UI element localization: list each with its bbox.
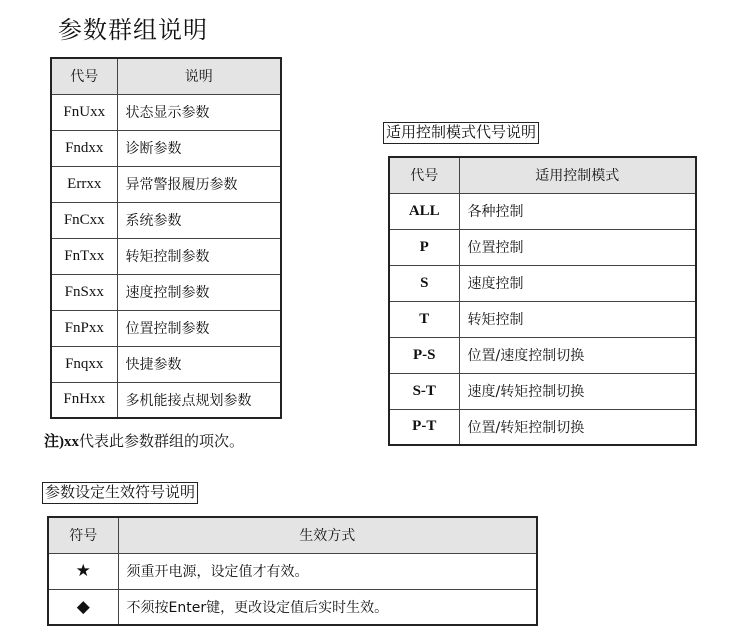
mode-code: S xyxy=(389,265,459,301)
mode-code: P-T xyxy=(389,409,459,445)
table-row xyxy=(51,94,281,130)
table-row xyxy=(389,229,696,265)
group-desc: 快捷参数 xyxy=(117,346,281,382)
table-row xyxy=(51,346,281,382)
table-row xyxy=(48,589,537,625)
table-row xyxy=(389,301,696,337)
group-table-header-code: 代号 xyxy=(51,58,117,94)
group-code: Fndxx xyxy=(51,130,117,166)
table-row xyxy=(51,310,281,346)
mode-code: P-S xyxy=(389,337,459,373)
table-row xyxy=(51,202,281,238)
table-row xyxy=(51,382,281,418)
effect-table-header-symbol: 符号 xyxy=(48,517,118,553)
table-row xyxy=(389,373,696,409)
group-desc: 位置控制参数 xyxy=(117,310,281,346)
footnote-prefix: 注)xx xyxy=(44,434,79,450)
effect-table-header-method: 生效方式 xyxy=(118,517,537,553)
page-title: 参数群组说明 xyxy=(58,16,208,44)
mode-section-label: 适用控制模式代号说明 xyxy=(383,122,539,144)
group-desc: 诊断参数 xyxy=(117,130,281,166)
effect-section-label: 参数设定生效符号说明 xyxy=(42,482,198,504)
mode-desc: 速度控制 xyxy=(459,265,696,301)
group-code: FnPxx xyxy=(51,310,117,346)
mode-desc: 位置控制 xyxy=(459,229,696,265)
table-row xyxy=(389,337,696,373)
group-code: FnUxx xyxy=(51,94,117,130)
table-row xyxy=(51,238,281,274)
diamond-icon: ◆ xyxy=(48,589,118,625)
group-desc: 状态显示参数 xyxy=(117,94,281,130)
group-code: FnHxx xyxy=(51,382,117,418)
group-desc: 系统参数 xyxy=(117,202,281,238)
mode-table-header-mode: 适用控制模式 xyxy=(459,157,696,193)
group-code: FnCxx xyxy=(51,202,117,238)
mode-table-header-code: 代号 xyxy=(389,157,459,193)
mode-code: S-T xyxy=(389,373,459,409)
table-row xyxy=(51,130,281,166)
group-table-header-desc: 说明 xyxy=(117,58,281,94)
table-row xyxy=(389,409,696,445)
group-desc: 异常警报履历参数 xyxy=(117,166,281,202)
footnote xyxy=(44,430,244,451)
parameter-group-table xyxy=(50,57,282,419)
effect-symbol-table xyxy=(47,516,538,626)
group-desc: 速度控制参数 xyxy=(117,274,281,310)
group-code: Fnqxx xyxy=(51,346,117,382)
group-code: FnTxx xyxy=(51,238,117,274)
mode-code: T xyxy=(389,301,459,337)
effect-desc: 不须按Enter键，更改设定值后实时生效。 xyxy=(118,589,537,625)
table-row xyxy=(48,553,537,589)
mode-code: ALL xyxy=(389,193,459,229)
group-desc: 转矩控制参数 xyxy=(117,238,281,274)
footnote-text: 代表此参数群组的项次。 xyxy=(79,432,245,450)
mode-desc: 转矩控制 xyxy=(459,301,696,337)
mode-desc: 速度/转矩控制切换 xyxy=(459,373,696,409)
group-code: Errxx xyxy=(51,166,117,202)
mode-desc: 各种控制 xyxy=(459,193,696,229)
table-row xyxy=(389,265,696,301)
mode-desc: 位置/转矩控制切换 xyxy=(459,409,696,445)
control-mode-table xyxy=(388,156,697,446)
mode-desc: 位置/速度控制切换 xyxy=(459,337,696,373)
star-icon: ★ xyxy=(48,553,118,589)
table-row xyxy=(51,166,281,202)
effect-desc: 须重开电源，设定值才有效。 xyxy=(118,553,537,589)
group-desc: 多机能接点规划参数 xyxy=(117,382,281,418)
group-code: FnSxx xyxy=(51,274,117,310)
table-row xyxy=(389,193,696,229)
mode-code: P xyxy=(389,229,459,265)
table-row xyxy=(51,274,281,310)
